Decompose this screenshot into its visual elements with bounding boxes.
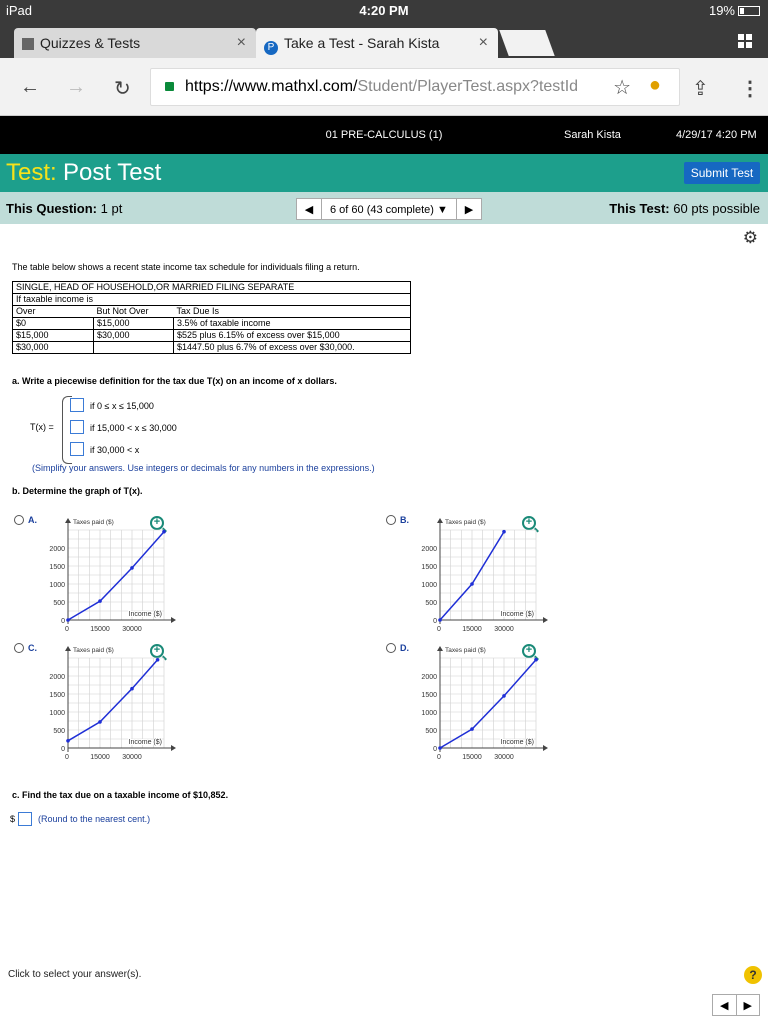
zoom-icon[interactable]: + bbox=[150, 644, 164, 658]
part-a-prompt: a. Write a piecewise definition for the tax due T(x) on an income of x dollars. bbox=[12, 376, 337, 386]
series-line bbox=[68, 660, 158, 741]
option-letter[interactable]: B. bbox=[400, 515, 409, 525]
y-tick-label: 1000 bbox=[49, 582, 65, 589]
y-tick-label: 0 bbox=[433, 618, 437, 625]
y-tick-label: 0 bbox=[61, 618, 65, 625]
test-title: Post Test bbox=[63, 159, 162, 186]
data-point bbox=[162, 530, 166, 534]
data-point bbox=[502, 530, 506, 534]
option-graph bbox=[32, 640, 182, 768]
option-graph bbox=[404, 512, 554, 640]
y-axis-label: Taxes paid ($) bbox=[445, 647, 486, 654]
device-label: iPad bbox=[6, 3, 33, 18]
series-line bbox=[68, 532, 164, 620]
submit-test-button[interactable]: Submit Test bbox=[684, 162, 760, 184]
table-cell: $15,000 bbox=[13, 330, 94, 342]
close-icon[interactable]: × bbox=[236, 34, 246, 51]
x-tick-label: 0 bbox=[65, 626, 69, 633]
option-letter[interactable]: C. bbox=[28, 643, 37, 653]
round-note: (Round to the nearest cent.) bbox=[38, 814, 151, 824]
data-point bbox=[438, 618, 442, 622]
prev-page-button[interactable]: ◀ bbox=[713, 995, 737, 1015]
course-bar bbox=[0, 116, 768, 154]
tab-take-test[interactable] bbox=[256, 28, 498, 58]
piece-2-condition: if 15,000 < x ≤ 30,000 bbox=[90, 423, 177, 433]
col-header: But Not Over bbox=[94, 306, 174, 318]
option-radio[interactable] bbox=[386, 643, 396, 653]
course-name: 01 PRE-CALCULUS (1) bbox=[325, 129, 443, 141]
option-radio[interactable] bbox=[386, 515, 396, 525]
y-axis-label: Taxes paid ($) bbox=[445, 519, 486, 526]
y-tick-label: 500 bbox=[53, 728, 65, 735]
more-menu-icon[interactable]: ⋮ bbox=[740, 78, 760, 100]
help-icon[interactable]: ? bbox=[744, 966, 762, 984]
piece-2-input[interactable] bbox=[70, 420, 84, 434]
x-tick-label: 30000 bbox=[122, 754, 142, 761]
this-question-label: This Question: bbox=[6, 201, 97, 216]
tab-quizzes[interactable] bbox=[14, 28, 256, 58]
data-point bbox=[66, 618, 70, 622]
x-tick-label: 30000 bbox=[494, 626, 514, 633]
battery-indicator bbox=[709, 3, 760, 18]
x-tick-label: 15000 bbox=[462, 754, 482, 761]
reload-icon[interactable]: ↻ bbox=[114, 78, 131, 100]
star-icon[interactable]: ☆ bbox=[613, 77, 631, 99]
tx-label: T(x) = bbox=[30, 422, 54, 432]
x-tick-label: 15000 bbox=[90, 754, 110, 761]
x-axis-label: Income ($) bbox=[128, 611, 162, 618]
x-tick-label: 15000 bbox=[462, 626, 482, 633]
x-axis-label: Income ($) bbox=[128, 739, 162, 746]
new-tab-button[interactable] bbox=[499, 30, 554, 56]
data-point bbox=[130, 687, 134, 691]
data-point bbox=[470, 727, 474, 731]
y-tick-label: 2000 bbox=[421, 546, 437, 553]
y-tick-label: 1000 bbox=[49, 710, 65, 717]
next-page-button[interactable]: ▶ bbox=[743, 1000, 752, 1012]
question-pager bbox=[296, 198, 482, 220]
zoom-icon[interactable]: + bbox=[150, 516, 164, 530]
tab-label: Quizzes & Tests bbox=[40, 35, 141, 51]
table-subheading: If taxable income is bbox=[16, 294, 94, 304]
data-point bbox=[156, 658, 160, 662]
pearson-icon: P bbox=[264, 41, 278, 55]
answer-line bbox=[10, 812, 150, 826]
option-graph bbox=[404, 640, 554, 768]
test-label: Test: bbox=[6, 159, 57, 186]
tab-strip bbox=[0, 22, 768, 58]
x-tick-label: 0 bbox=[437, 754, 441, 761]
y-tick-label: 2000 bbox=[49, 546, 65, 553]
tax-answer-input[interactable] bbox=[18, 812, 32, 826]
doc-icon bbox=[22, 38, 34, 50]
this-question-value: 1 pt bbox=[100, 201, 123, 216]
data-point bbox=[502, 694, 506, 698]
option-radio[interactable] bbox=[14, 643, 24, 653]
y-tick-label: 1500 bbox=[421, 564, 437, 571]
gear-icon[interactable]: ⚙ bbox=[742, 228, 758, 247]
data-point bbox=[438, 746, 442, 750]
this-question bbox=[6, 201, 122, 216]
url-bar[interactable] bbox=[150, 68, 680, 106]
option-letter[interactable]: A. bbox=[28, 515, 37, 525]
share-icon[interactable]: ⇪ bbox=[692, 78, 709, 100]
option-graph bbox=[32, 512, 182, 640]
part-b-prompt: b. Determine the graph of T(x). bbox=[12, 486, 143, 496]
question-bar bbox=[0, 192, 768, 224]
data-point bbox=[66, 739, 70, 743]
table-heading: SINGLE, HEAD OF HOUSEHOLD,OR MARRIED FILING SEPARATE bbox=[13, 282, 411, 294]
clock: 4:20 PM bbox=[359, 3, 409, 18]
status-bar bbox=[0, 0, 768, 22]
data-point bbox=[98, 599, 102, 603]
progress-text: 6 of 60 (43 complete) bbox=[330, 204, 434, 216]
battery-percent: 19% bbox=[708, 3, 735, 18]
table-cell: $0 bbox=[13, 318, 94, 330]
piece-1-input[interactable] bbox=[70, 398, 84, 412]
table-cell: 3.5% of taxable income bbox=[174, 318, 411, 330]
mic-icon[interactable]: ● bbox=[648, 74, 661, 96]
x-tick-label: 30000 bbox=[122, 626, 142, 633]
page-nav bbox=[712, 994, 760, 1016]
y-tick-label: 1000 bbox=[421, 710, 437, 717]
piece-3-condition: if 30,000 < x bbox=[90, 445, 140, 455]
y-tick-label: 1500 bbox=[49, 564, 65, 571]
back-arrow-icon[interactable]: ← bbox=[20, 76, 40, 98]
forward-arrow-icon[interactable]: → bbox=[66, 76, 86, 98]
prev-question-button[interactable]: ◀ bbox=[296, 198, 322, 220]
y-tick-label: 1500 bbox=[421, 692, 437, 699]
y-tick-label: 1000 bbox=[421, 582, 437, 589]
table-cell: $30,000 bbox=[94, 330, 174, 342]
series-line bbox=[440, 660, 536, 748]
option-radio[interactable] bbox=[14, 515, 24, 525]
x-tick-label: 15000 bbox=[90, 626, 110, 633]
data-point bbox=[470, 582, 474, 586]
piece-3-input[interactable] bbox=[70, 442, 84, 456]
zoom-icon[interactable]: + bbox=[522, 644, 536, 658]
part-c-prompt: c. Find the tax due on a taxable income of $10,852. bbox=[12, 790, 229, 800]
test-header bbox=[0, 154, 768, 192]
y-tick-label: 500 bbox=[53, 600, 65, 607]
x-axis-label: Income ($) bbox=[500, 739, 534, 746]
option-letter[interactable]: D. bbox=[400, 643, 409, 653]
simplify-note: (Simplify your answers. Use integers or decimals for any numbers in the expressions.) bbox=[32, 463, 375, 473]
this-test bbox=[609, 201, 760, 216]
url-path: Student/PlayerTest.aspx?testId bbox=[357, 78, 579, 95]
piece-1-condition: if 0 ≤ x ≤ 15,000 bbox=[90, 401, 154, 411]
table-cell: $1447.50 plus 6.7% of excess over $30,000. bbox=[174, 342, 411, 354]
y-tick-label: 1500 bbox=[49, 692, 65, 699]
user-name[interactable]: Sarah Kista bbox=[564, 129, 621, 141]
x-tick-label: 0 bbox=[437, 626, 441, 633]
zoom-icon[interactable]: + bbox=[522, 516, 536, 530]
x-axis-label: Income ($) bbox=[500, 611, 534, 618]
footer-hint: Click to select your answer(s). bbox=[8, 969, 142, 980]
data-point bbox=[98, 720, 102, 724]
y-tick-label: 2000 bbox=[49, 674, 65, 681]
col-header: Over bbox=[13, 306, 94, 318]
close-icon[interactable]: × bbox=[478, 34, 488, 51]
x-tick-label: 30000 bbox=[494, 754, 514, 761]
battery-icon bbox=[738, 6, 760, 16]
question-select[interactable]: 6 of 60 (43 complete) ▼ bbox=[322, 198, 456, 220]
url-main: https://www.mathxl.com/ bbox=[185, 78, 358, 95]
y-axis-label: Taxes paid ($) bbox=[73, 519, 114, 526]
next-question-button[interactable]: ▶ bbox=[456, 198, 482, 220]
table-cell: $525 plus 6.15% of excess over $15,000 bbox=[174, 330, 411, 342]
tax-table bbox=[12, 281, 411, 354]
table-cell: $15,000 bbox=[94, 318, 174, 330]
y-tick-label: 0 bbox=[433, 746, 437, 753]
y-tick-label: 0 bbox=[61, 746, 65, 753]
dollar-sign: $ bbox=[10, 814, 16, 824]
this-test-value: 60 pts possible bbox=[673, 201, 760, 216]
toolbar bbox=[0, 58, 768, 116]
data-point bbox=[534, 658, 538, 662]
table-cell: $30,000 bbox=[13, 342, 94, 354]
y-tick-label: 500 bbox=[425, 728, 437, 735]
y-axis-label: Taxes paid ($) bbox=[73, 647, 114, 654]
lock-icon bbox=[165, 82, 174, 91]
col-header: Tax Due Is bbox=[174, 306, 411, 318]
this-test-label: This Test: bbox=[609, 201, 670, 216]
y-tick-label: 2000 bbox=[421, 674, 437, 681]
date-time: 4/29/17 4:20 PM bbox=[676, 129, 757, 141]
data-point bbox=[130, 566, 134, 570]
problem-intro: The table below shows a recent state income tax schedule for individuals filing a return. bbox=[12, 262, 360, 272]
x-tick-label: 0 bbox=[65, 754, 69, 761]
tab-label: Take a Test - Sarah Kista bbox=[284, 35, 440, 51]
y-tick-label: 500 bbox=[425, 600, 437, 607]
tab-overview-icon[interactable] bbox=[738, 34, 752, 48]
table-cell bbox=[94, 342, 174, 354]
